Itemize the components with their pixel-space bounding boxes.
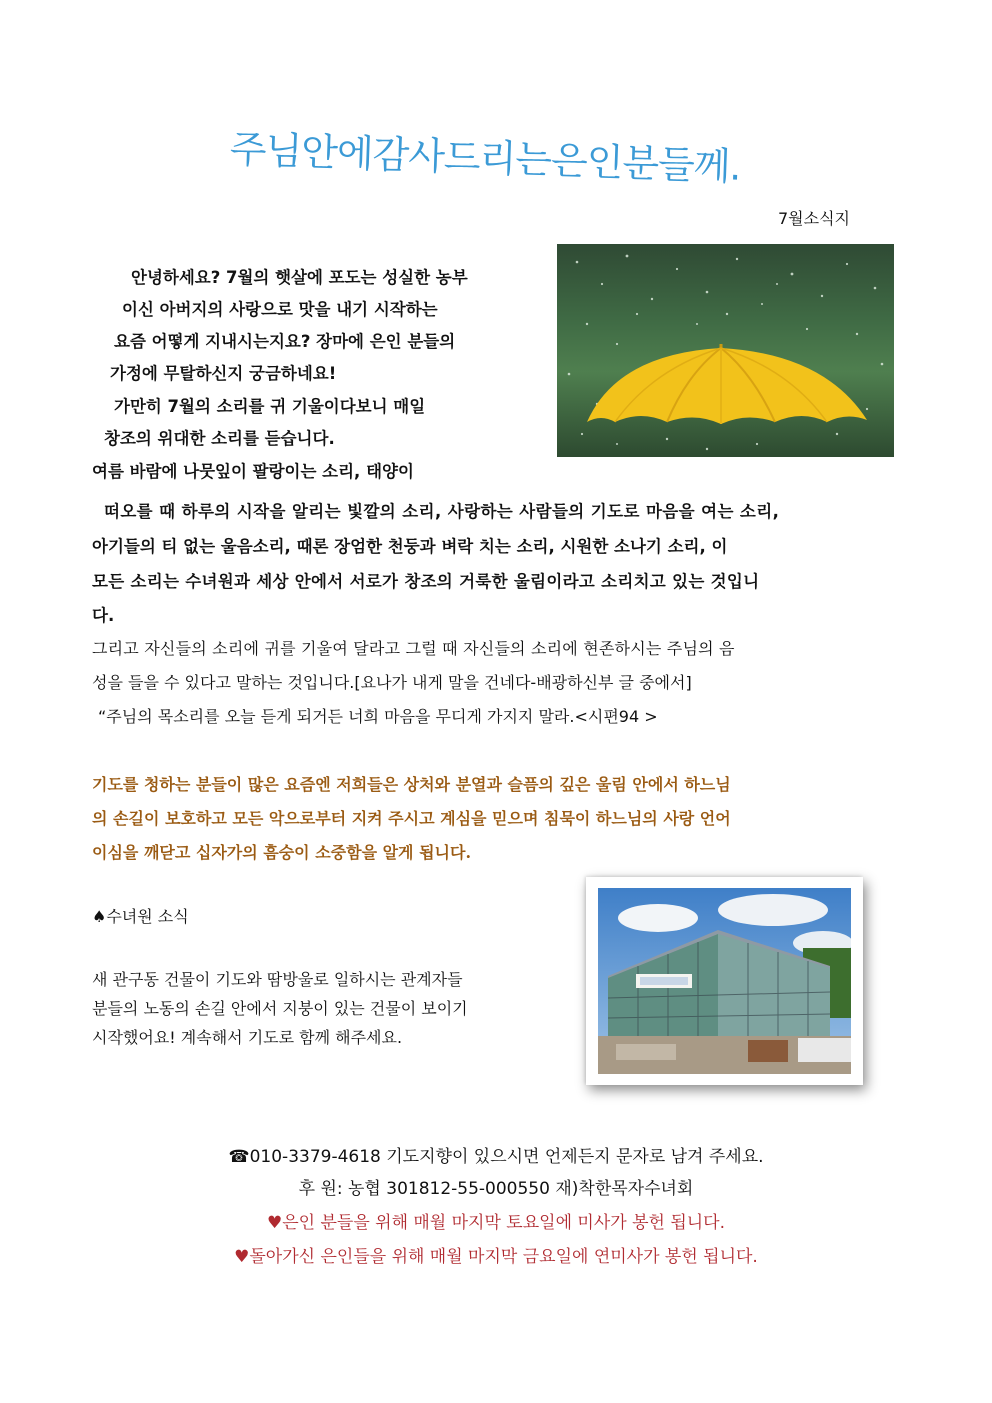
news-body <box>92 965 468 1052</box>
quote-line: 성을 들을 수 있다고 말하는 것입니다.[요나가 내게 말을 건네다-배광하신부 글 중에서] <box>92 673 692 692</box>
news-line: 시작했어요! 계속해서 기도로 함께 해주세요. <box>92 1028 403 1047</box>
news-heading: ♠수녀원 소식 <box>92 907 189 926</box>
quote-line: 그리고 자신들의 소리에 귀를 기울여 달라고 그럴 때 자신들의 소리에 현존하시는 주님의 음 <box>92 639 735 658</box>
mass-living-line: ♥은인 분들을 위해 매월 마지막 토요일에 미사가 봉헌 됩니다. <box>266 1213 725 1233</box>
greeting-line: 안녕하세요? 7월의 햇살에 포도는 성실한 농부 <box>131 268 468 287</box>
greeting-line: 모든 소리는 수녀원과 세상 안에서 서로가 창조의 거룩한 울림이라고 소리치고 있는 것입니 <box>92 572 760 591</box>
greeting-line: 떠오를 때 하루의 시작을 알리는 빛깔의 소리, 사랑하는 사람들의 기도로 마음을 여는 소리, <box>104 502 780 521</box>
building-photo-frame <box>586 877 863 1085</box>
issue-label: 7월소식지 <box>778 209 851 228</box>
greeting-line: 다. <box>92 606 115 625</box>
building-photo <box>598 888 851 1074</box>
greeting-line: 요즘 어떻게 지내시는지요? 장마에 은인 분들의 <box>114 332 456 351</box>
prayer-line: 기도를 청하는 분들이 많은 요즘엔 저희들은 상처와 분열과 슬픔의 깊은 울림 안에서 하느님 <box>92 775 731 794</box>
building-construction-icon <box>598 888 851 1074</box>
news-line: 분들의 노동의 손길 안에서 지붕이 있는 건물이 보이기 <box>92 999 468 1018</box>
quote-line: “주님의 목소리를 오늘 듣게 되거든 너희 마음을 무디게 가지지 말라.<시편94 > <box>98 707 658 726</box>
yellow-umbrella-icon <box>557 244 894 457</box>
news-line: 새 관구동 건물이 기도와 땀방울로 일하시는 관계자들 <box>92 970 463 989</box>
greeting-line: 아기들의 티 없는 울음소리, 때론 장엄한 천둥과 벼락 치는 소리, 시원한 소나기 소리, 이 <box>92 537 728 556</box>
contact-line: ☎010-3379-4618 기도지향이 있으시면 언제든지 문자로 남겨 주세요. <box>228 1147 764 1167</box>
greeting-line: 창조의 위대한 소리를 듣습니다. <box>104 429 335 448</box>
greeting-line: 가만히 7월의 소리를 귀 기울이다보니 매일 <box>114 397 426 416</box>
greeting-line: 이신 아버지의 사랑으로 맛을 내기 시작하는 <box>122 300 438 319</box>
prayer-line: 의 손길이 보호하고 모든 악으로부터 지켜 주시고 계심을 믿으며 침묵이 하느님의 사랑 언어 <box>92 809 731 828</box>
umbrella-photo <box>557 244 894 457</box>
greeting-line: 가정에 무탈하신지 궁금하네요! <box>110 364 337 383</box>
greeting-line: 여름 바람에 나뭇잎이 팔랑이는 소리, 태양이 <box>92 462 414 481</box>
mass-deceased-line: ♥돌아가신 은인들을 위해 매월 마지막 금요일에 연미사가 봉헌 됩니다. <box>234 1247 758 1267</box>
prayer-line: 이심을 깨닫고 십자가의 흠숭이 소중함을 알게 됩니다. <box>92 843 472 862</box>
donation-line: 후 원: 농협 301812-55-000550 재)착한목자수녀회 <box>298 1179 694 1199</box>
newsletter-title: 주님안에감사드리는은인분들께. <box>229 127 742 189</box>
